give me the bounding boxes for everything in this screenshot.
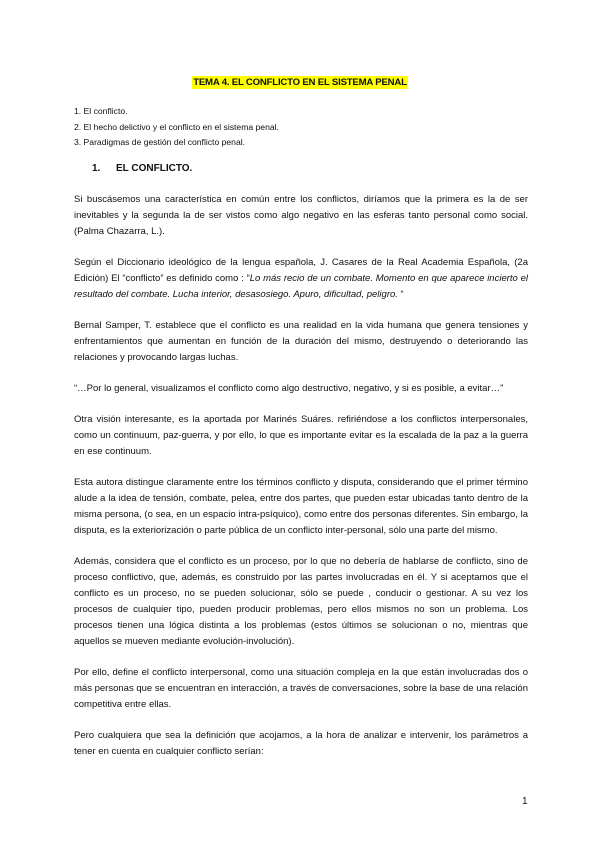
- toc-item: 3. Paradigmas de gestión del conflicto penal.: [74, 137, 246, 147]
- definition-quote: Lo más recio de un combate. Momento en que aparece incierto el resultado del combate. Lucha interior, desasosiego. Apuro, dificultad, peligro.: [74, 273, 528, 300]
- paragraph: Bernal Samper, T. establece que el conflicto es una realidad en la vida humana que genera tensiones y enfrentamientos que aumentan en función de la duración del mismo, destruyendo o deteriorando las relaciones y provocando largas luchas.: [74, 320, 528, 363]
- paragraph-quote: “…Por lo general, visualizamos el conflicto como algo destructivo, negativo, y si es posible, a evitar…”: [74, 383, 504, 394]
- paragraph: Además, considera que el conflicto es un proceso, por lo que no debería de hablarse de conflicto, sino de proceso conflictivo, que, además, es construido por las partes involucradas en él. Y si aceptamos que el conflicto es un proceso, no se pueden solucionar, sólo se puede , conducir o gestionar. A su vez los procesos de cualquier tipo, pueden producir problemas, pero ellos mismos no son un problema. Los procesos tienen una lógica distinta a los problemas (estos últimos se solucionan o no, mientras que aquellos se mueven mediante evolución-involución).: [74, 556, 528, 647]
- document-body: [74, 192, 528, 775]
- paragraph-definition: [74, 255, 528, 303]
- paragraph: Otra visión interesante, es la aportada por Marinés Suáres. refiriéndose a los conflictos interpersonales, como un continuum, paz-guerra, y por ello, lo que es importante evitar es la escalada de la paz a la guerra en ese continuum.: [74, 414, 528, 457]
- section-number: 1.: [92, 163, 101, 174]
- paragraph: Pero cualquiera que sea la definición que acojamos, a la hora de analizar e intervenir, los parámetros a tener en cuenta en cualquier conflicto serían:: [74, 730, 528, 757]
- paragraph: Si buscásemos una característica en común entre los conflictos, diríamos que la primera es la de ser inevitables y la segunda la de ser vistos como algo negativo en las esferas tanto personal como social. (Palma Chazarra, L.).: [74, 194, 528, 237]
- definition-intro: Según el Diccionario ideológico de la lengua española, J. Casares de la Real Academia Española, (2a Edición) El “conflicto” es definido como : “: [74, 257, 528, 284]
- page-number: 1: [522, 796, 528, 807]
- title-container: [0, 72, 600, 90]
- toc-item: 2. El hecho delictivo y el conflicto en el sistema penal.: [74, 121, 279, 132]
- table-of-contents: [74, 104, 534, 151]
- toc-item: 1. El conflicto.: [74, 106, 128, 116]
- paragraph: Esta autora distingue claramente entre los términos conflicto y disputa, considerando que el primer término alude a la idea de tensión, combate, pelea, entre dos partes, que pueden estar ubicadas tanto dentro de la misma persona, (o sea, en un espacio intra-psíquico), como entre dos personas diferentes. Sin embargo, la disputa, es la exteriorización o parte pública de un conflicto inter-personal, sólo una parte del mismo.: [74, 477, 528, 536]
- paragraph: Por ello, define el conflicto interpersonal, como una situación compleja en la que están involucradas dos o más personas que se encuentran en interacción, a través de conversaciones, sobre la base de una relación competitiva entre ellas.: [74, 667, 528, 710]
- definition-close: “: [397, 289, 404, 300]
- section-heading: [92, 163, 192, 174]
- section-title: EL CONFLICTO.: [116, 163, 193, 174]
- document-title: TEMA 4. EL CONFLICTO EN EL SISTEMA PENAL: [193, 77, 407, 88]
